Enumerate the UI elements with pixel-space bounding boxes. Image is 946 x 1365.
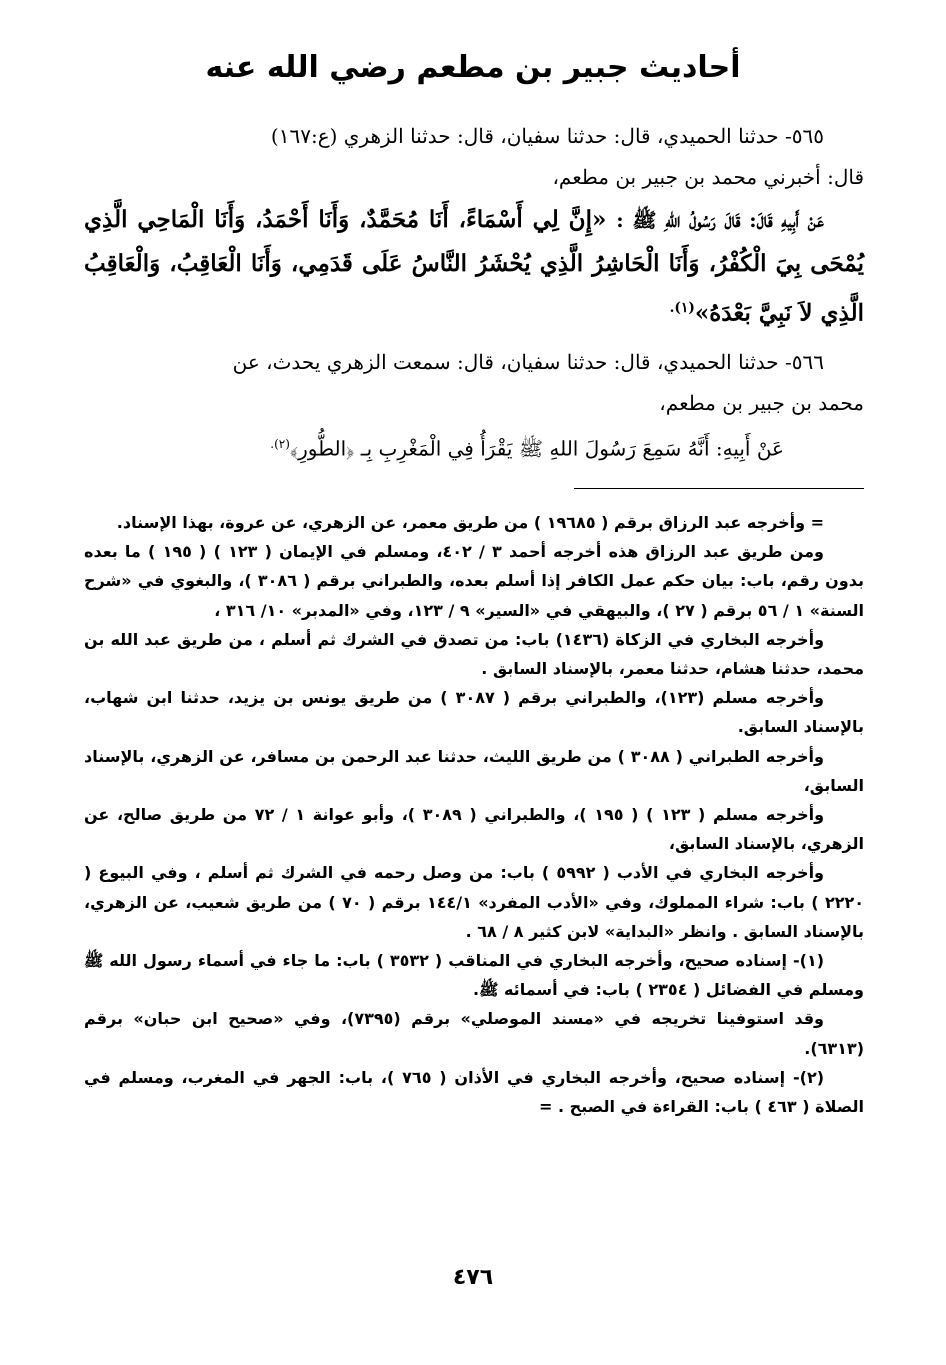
footnote-separator [574, 488, 864, 489]
footnote-ref-2: (٢). [270, 436, 290, 451]
footnote-paragraph: وأخرجه البخاري في الأدب ( ٥٩٩٢ ) باب: من وصل رحمه في الشرك ثم أسلم ، وفي البيوع ( ٢٢٢٠ ) باب: شراء المملوك، وفي «الأدب المفرد» ١٤٤/١ برقم ( ٧٠ ) من طريق شعيب، عن الزهري، بالإسناد السابق . وانظر «البداية» لابن كثير ٨ / ٦٨ . [84, 863, 865, 941]
hadith-565-matn-intro: عَنْ أَبِيهِ قَالَ: قَالَ رَسُولُ اللهِ ﷺ : [616, 208, 825, 232]
footnote-paragraph: وأخرجه مسلم ( ١٢٣ ) ( ١٩٥ )، والطبراني ( ٣٠٨٩ )، وأبو عوانة ١ / ٧٢ من طريق صالح، عن الزهري، بالإسناد السابق، [84, 805, 864, 854]
footnote-ref-1: (١). [669, 300, 695, 316]
hadith-565-matn-text: «إِنَّ لِي أَسْمَاءً، أَنَا مُحَمَّدٌ، وَأَنَا أَحْمَدُ، وَأَنَا الْمَاحِي الَّذِي يُمْحَى بِيَ الْكُفْرُ، وَأَنَا الْحَاشِرُ الَّذِي يُحْشَرُ النَّاسُ عَلَى قَدَمِي، وَأَنَا الْعَاقِبُ، وَالْعَاقِبُ الَّذِي لاَ نَبِيَّ بَعْدَهُ» [84, 206, 864, 327]
footnote-paragraph: وأخرجه البخاري في الزكاة (١٤٣٦) باب: من تصدق في الشرك ثم أسلم ، من طريق عبد الله بن محمد، حدثنا هشام، حدثنا معمر، بالإسناد السابق . [84, 629, 864, 679]
footnote-paragraph: وأخرجه مسلم (١٢٣)، والطبراني برقم ( ٣٠٨٧ ) من طريق يونس بن يزيد، حدثنا ابن شهاب، بالإسناد السابق. [84, 688, 864, 737]
hadith-565-isnad: ٥٦٥- حدثنا الحميدي، قال: حدثنا سفيان، قال: حدثنا الزهري (ع:١٦٧) [270, 124, 824, 148]
footnote-1: (١)- إسناده صحيح، وأخرجه البخاري في المناقب ( ٣٥٣٢ ) باب: ما جاء في أسماء رسول الله ﷺ ومسلم في الفضائل ( ٢٣٥٤ ) باب: في أسمائه ﷺ. [84, 951, 864, 1000]
hadith-566-isnad-cont: محمد بن جبير بن مطعم، [659, 390, 864, 415]
hadith-566-matn [84, 424, 864, 470]
main-text [84, 116, 864, 469]
hadith-566-matn-text: عَنْ أَبِيهِ: أَنَّهُ سَمِعَ رَسُولَ اللهِ ﷺ يَقْرَأُ فِي الْمَغْرِبِ بِـ ﴿الطُّورِ﴾ [289, 436, 784, 461]
footnote-paragraph: وأخرجه الطبراني ( ٣٠٨٨ ) من طريق الليث، حدثنا عبد الرحمن بن مسافر، عن الزهري، بالإسناد السابق، [84, 746, 864, 795]
footnote-2: (٢)- إسناده صحيح، وأخرجه البخاري في الأذان ( ٧٦٥ )، باب: الجهر في المغرب، ومسلم في الصلاة ( ٤٦٣ ) باب: القراءة في الصبح . = [84, 1067, 864, 1117]
hadith-566-isnad: ٥٦٦- حدثنا الحميدي، قال: حدثنا سفيان، قال: سمعت الزهري يحدث، عن [232, 349, 824, 374]
page-number: ٤٧٦ [452, 1265, 494, 1290]
footnotes [84, 508, 864, 1121]
footnote-paragraph: ومن طريق عبد الرزاق هذه أخرجه أحمد ٣ / ٤٠٢، ومسلم في الإيمان ( ١٢٣ ) ( ١٩٥ ) ما بعده بدون رقم، باب: بيان حكم عمل الكافر إذا أسلم بعده، والطبراني برقم ( ٣٠٨٦ )، والبغوي في «شرح السنة» ١ / ٥٦ برقم ( ٢٧ )، والبيهقي في «السير» ٩ / ١٢٣، وفي «المدبر» ١٠/ ٣١٦ ، [84, 542, 865, 620]
hadith-565-matn [84, 198, 864, 336]
footnote-1-cont: وقد استوفينا تخريجه في «مسند الموصلي» برقم (٧٣٩٥)، وفي «صحيح ابن حبان» برقم (٦٣١٣). [84, 1009, 864, 1058]
hadith-565-isnad-cont: قال: أخبرني محمد بن جبير بن مطعم، [552, 165, 864, 189]
footnote-paragraph: = وأخرجه عبد الرزاق برقم ( ١٩٦٨٥ ) من طريق معمر، عن الزهري، عن عروة، بهذا الإسناد. [116, 513, 824, 532]
page-title: أحاديث جبير بن مطعم رضي الله عنه [205, 50, 741, 85]
